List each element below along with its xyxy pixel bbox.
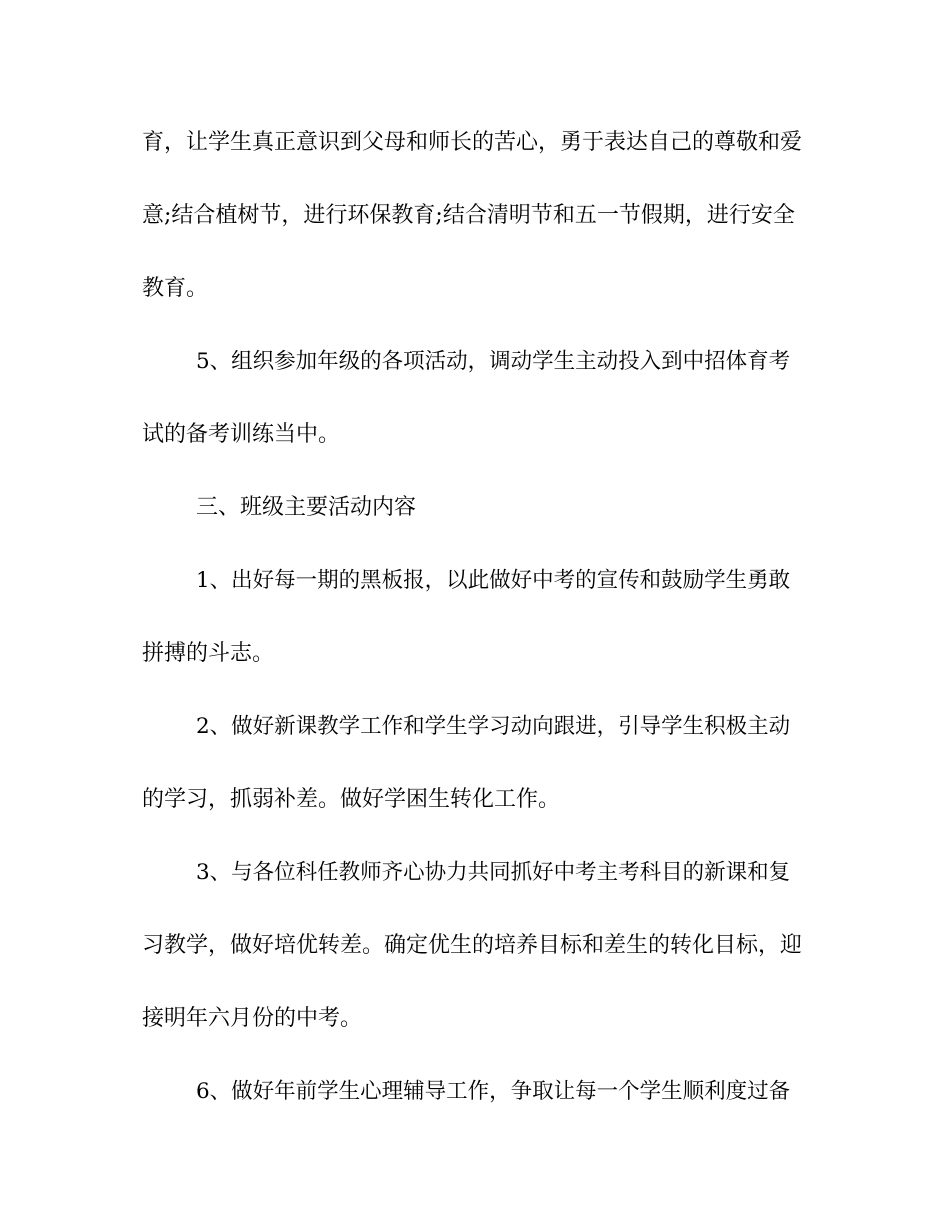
text-line: 育，让学生真正意识到父母和师长的苦心，勇于表达自己的尊敬和爱 xyxy=(142,130,802,155)
section-heading: 三、班级主要活动内容 xyxy=(196,495,417,520)
text-line: 3、与各位科任教师齐心协力共同抓好中考主考科目的新课和复 xyxy=(196,860,791,885)
text-line: 2、做好新课教学工作和学生学习动向跟进，引导学生积极主动 xyxy=(196,714,791,739)
text-line: 6、做好年前学生心理辅导工作，争取让每一个学生顺利度过备 xyxy=(196,1079,791,1104)
text-line: 1、出好每一期的黑板报，以此做好中考的宣传和鼓励学生勇敢 xyxy=(196,568,791,593)
text-line: 试的备考训练当中。 xyxy=(142,422,341,447)
text-line: 教育。 xyxy=(142,276,209,301)
text-line: 接明年六月份的中考。 xyxy=(142,1006,363,1031)
text-line: 拼搏的斗志。 xyxy=(142,641,275,666)
text-line: 习教学，做好培优转差。确定优生的培养目标和差生的转化目标，迎 xyxy=(142,933,802,958)
text-line: 的学习，抓弱补差。做好学困生转化工作。 xyxy=(142,787,561,812)
text-line: 意;结合植树节，进行环保教育;结合清明节和五一节假期，进行安全 xyxy=(142,203,795,228)
text-line: 5、组织参加年级的各项活动，调动学生主动投入到中招体育考 xyxy=(196,349,791,374)
